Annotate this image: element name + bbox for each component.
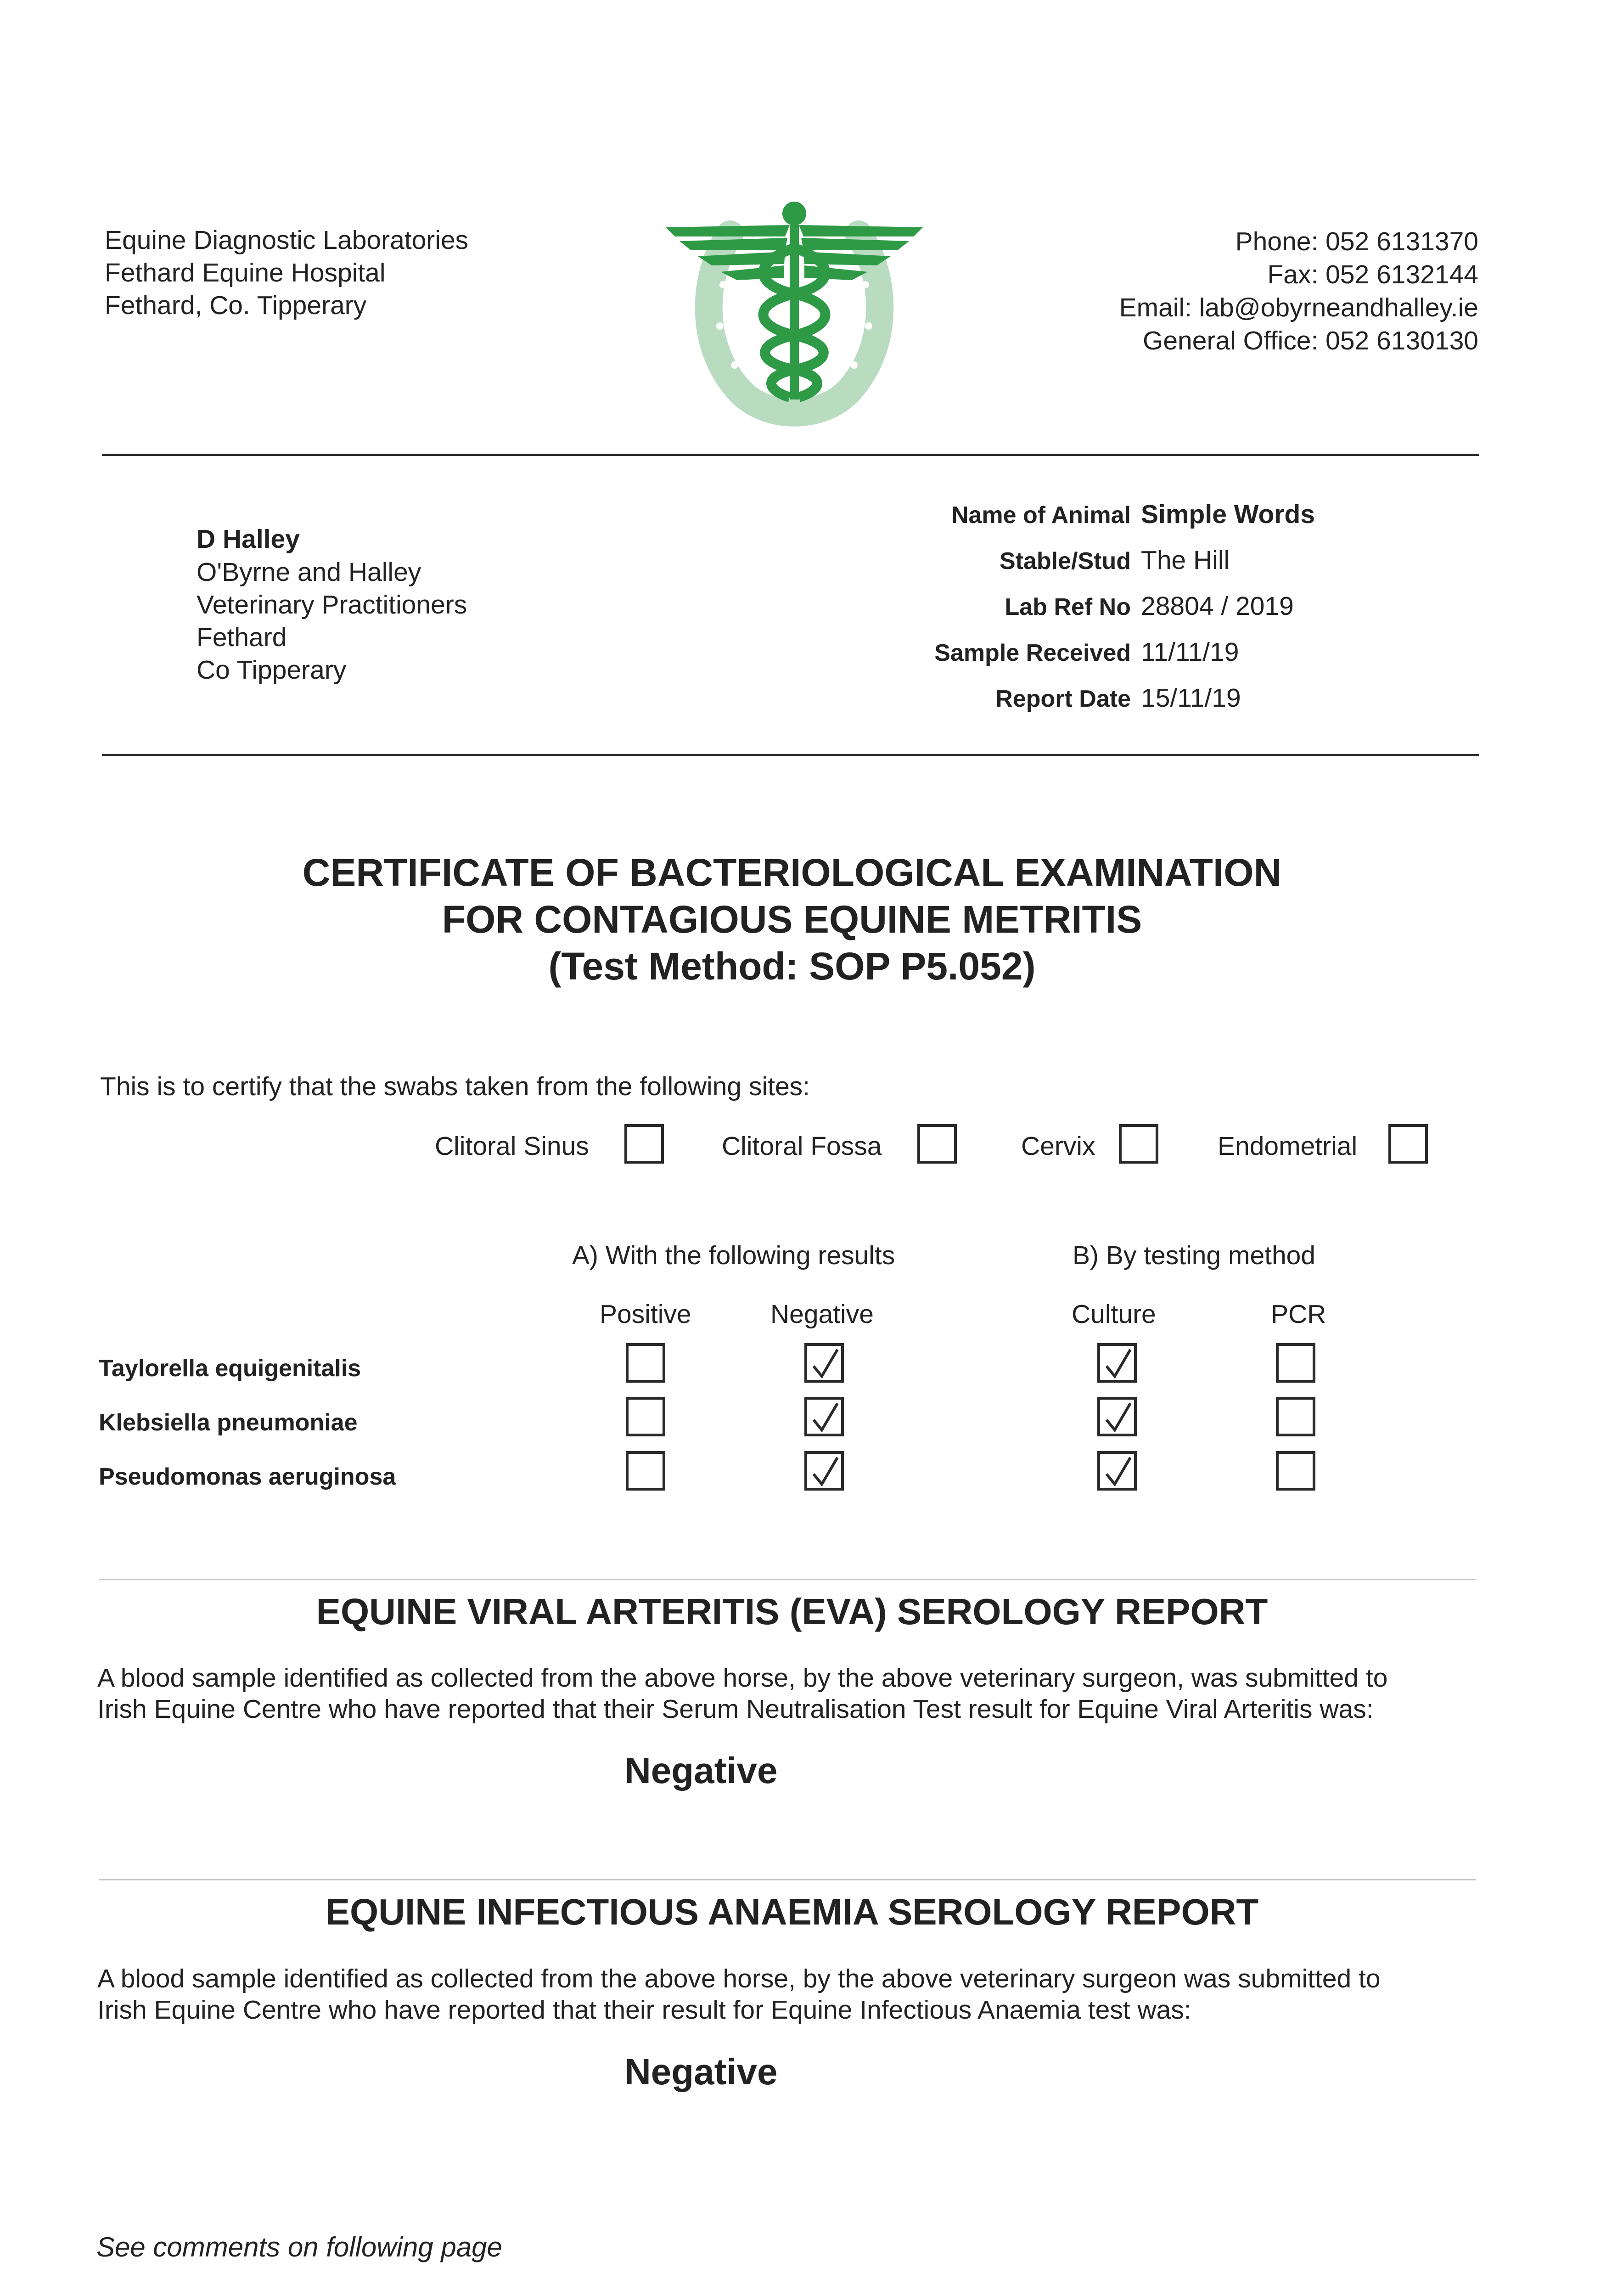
- result-checkbox-positive[interactable]: [626, 1397, 665, 1436]
- results-heading: A) With the following results: [572, 1241, 895, 1270]
- eva-text-line2: Irish Equine Centre who have reported that their Serum Neutralisation Test result for Equine Viral Arteritis was:: [97, 1694, 1374, 1724]
- site-checkbox-endometrial[interactable]: [1388, 1124, 1428, 1164]
- result-checkbox-pcr[interactable]: [1276, 1397, 1315, 1436]
- result-checkbox-pcr[interactable]: [1276, 1451, 1315, 1491]
- column-negative: Negative: [770, 1300, 874, 1329]
- result-checkbox-culture[interactable]: [1097, 1397, 1137, 1436]
- recipient-line: Fethard: [197, 623, 287, 652]
- detail-value-animal: Simple Words: [1141, 500, 1315, 529]
- result-checkbox-negative[interactable]: [804, 1451, 844, 1491]
- detail-label-sample-received: Sample Received: [934, 640, 1131, 666]
- result-checkbox-culture[interactable]: [1097, 1343, 1137, 1383]
- lab-hospital: Fethard Equine Hospital: [105, 258, 386, 287]
- contact-fax: Fax: 052 6132144: [1267, 260, 1478, 289]
- column-culture: Culture: [1072, 1300, 1156, 1329]
- eva-result: Negative: [624, 1750, 778, 1791]
- caduceus-logo: [661, 193, 927, 432]
- detail-label-animal: Name of Animal: [951, 502, 1131, 529]
- details-divider: [102, 754, 1479, 756]
- eia-title: EQUINE INFECTIOUS ANAEMIA SEROLOGY REPORT: [325, 1891, 1259, 1932]
- result-checkbox-pcr[interactable]: [1276, 1343, 1315, 1383]
- recipient-name: D Halley: [197, 524, 300, 554]
- header-divider: [102, 454, 1479, 456]
- eva-title: EQUINE VIRAL ARTERITIS (EVA) SEROLOGY REPORT: [316, 1591, 1268, 1632]
- detail-label-lab-ref: Lab Ref No: [1005, 594, 1131, 620]
- result-checkbox-positive[interactable]: [626, 1343, 665, 1383]
- site-checkbox-clitoral-sinus[interactable]: [624, 1124, 664, 1164]
- cem-title: CERTIFICATE OF BACTERIOLOGICAL EXAMINATION: [302, 851, 1282, 894]
- detail-value-stable: The Hill: [1141, 546, 1230, 575]
- detail-label-report-date: Report Date: [995, 686, 1131, 712]
- contact-general-office: General Office: 052 6130130: [1143, 326, 1478, 355]
- site-label-clitoral-fossa: Clitoral Fossa: [722, 1131, 882, 1161]
- site-label-endometrial: Endometrial: [1218, 1131, 1358, 1161]
- result-checkbox-negative[interactable]: [804, 1397, 844, 1436]
- site-checkbox-cervix[interactable]: [1119, 1124, 1158, 1164]
- eia-result: Negative: [624, 2051, 778, 2092]
- eia-text-line1: A blood sample identified as collected from the above horse, by the above veterinary surgeon was submitted to: [97, 1964, 1381, 1993]
- method-heading: B) By testing method: [1073, 1241, 1316, 1270]
- recipient-line: Co Tipperary: [197, 655, 347, 685]
- recipient-line: O'Byrne and Halley: [197, 557, 421, 587]
- eia-text-line2: Irish Equine Centre who have reported that their result for Equine Infectious Anaemia test was:: [97, 1995, 1191, 2025]
- footer-note: See comments on following page: [96, 2232, 502, 2262]
- result-checkbox-culture[interactable]: [1097, 1451, 1137, 1491]
- result-checkbox-negative[interactable]: [804, 1343, 844, 1383]
- section-divider: [99, 1579, 1476, 1580]
- contact-phone: Phone: 052 6131370: [1235, 227, 1478, 256]
- column-positive: Positive: [600, 1300, 691, 1329]
- column-pcr: PCR: [1271, 1300, 1326, 1329]
- result-checkbox-positive[interactable]: [626, 1451, 665, 1491]
- detail-value-lab-ref: 28804 / 2019: [1141, 591, 1294, 621]
- detail-label-stable: Stable/Stud: [999, 548, 1131, 574]
- detail-value-sample-received: 11/11/19: [1141, 637, 1239, 667]
- eva-text-line1: A blood sample identified as collected from the above horse, by the above veterinary surgeon, was submitted to: [97, 1663, 1388, 1693]
- cem-title-line2: FOR CONTAGIOUS EQUINE METRITIS: [442, 898, 1142, 941]
- organism-klebsiella: Klebsiella pneumoniae: [99, 1409, 358, 1436]
- recipient-line: Veterinary Practitioners: [197, 590, 467, 619]
- lab-name: Equine Diagnostic Laboratories: [105, 225, 469, 255]
- organism-taylorella: Taylorella equigenitalis: [99, 1355, 361, 1382]
- organism-pseudomonas: Pseudomonas aeruginosa: [99, 1463, 396, 1490]
- lab-location: Fethard, Co. Tipperary: [105, 291, 367, 320]
- detail-value-report-date: 15/11/19: [1141, 683, 1241, 713]
- site-label-cervix: Cervix: [1021, 1131, 1095, 1161]
- section-divider: [99, 1879, 1476, 1880]
- site-checkbox-clitoral-fossa[interactable]: [917, 1124, 957, 1164]
- site-label-clitoral-sinus: Clitoral Sinus: [435, 1131, 589, 1161]
- cem-intro: This is to certify that the swabs taken from the following sites:: [100, 1072, 810, 1101]
- contact-email: Email: lab@obyrneandhalley.ie: [1119, 293, 1478, 322]
- cem-test-method: (Test Method: SOP P5.052): [548, 945, 1036, 988]
